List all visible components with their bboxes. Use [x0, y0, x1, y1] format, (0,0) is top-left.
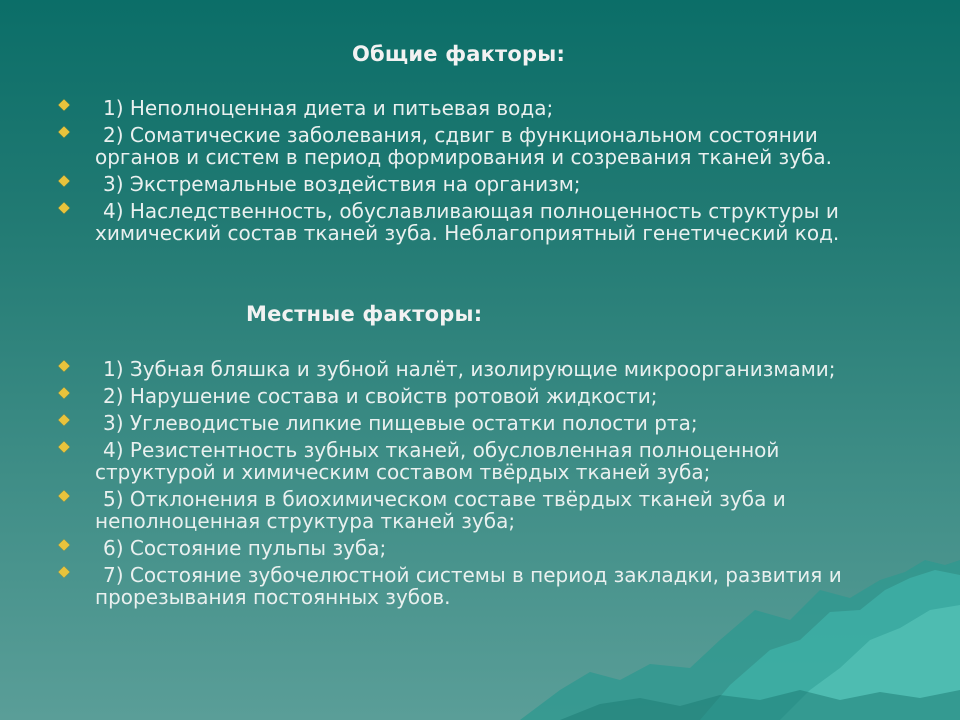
local-factors-list	[0, 358, 900, 613]
list-item: 1) Зубная бляшка и зубной налёт, изолирующие микроорганизмами;	[0, 358, 900, 380]
list-item: 1) Неполноценная диета и питьевая вода;	[0, 97, 900, 119]
diamond-bullet-icon	[58, 566, 69, 577]
list-item: 2) Нарушение состава и свойств ротовой жидкости;	[0, 385, 900, 407]
list-item: 3) Углеводистые липкие пищевые остатки полости рта;	[0, 412, 900, 434]
heading-local-factors: Местные факторы:	[246, 302, 483, 326]
diamond-bullet-icon	[58, 126, 69, 137]
diamond-bullet-icon	[58, 539, 69, 550]
list-item: 6) Состояние пульпы зуба;	[0, 537, 900, 559]
list-item: 2) Соматические заболевания, сдвиг в функциональном состоянии органов и систем в период формирования и созревания тканей зуба.	[0, 124, 900, 168]
diamond-bullet-icon	[58, 99, 69, 110]
list-item: 3) Экстремальные воздействия на организм;	[0, 173, 900, 195]
diamond-bullet-icon	[58, 360, 69, 371]
list-item: 7) Состояние зубочелюстной системы в период закладки, развития и прорезывания постоянных зубов.	[0, 564, 900, 608]
diamond-bullet-icon	[58, 490, 69, 501]
list-item: 4) Резистентность зубных тканей, обусловленная полноценной структурой и химическим составом твёрдых тканей зуба;	[0, 439, 900, 483]
heading-general-factors: Общие факторы:	[352, 42, 566, 66]
diamond-bullet-icon	[58, 202, 69, 213]
diamond-bullet-icon	[58, 387, 69, 398]
diamond-bullet-icon	[58, 414, 69, 425]
general-factors-list	[0, 97, 900, 249]
list-item: 4) Наследственность, обуславливающая полноценность структуры и химический состав тканей зуба. Неблагоприятный генетический код.	[0, 200, 900, 244]
list-item: 5) Отклонения в биохимическом составе твёрдых тканей зуба и неполноценная структура тканей зуба;	[0, 488, 900, 532]
diamond-bullet-icon	[58, 441, 69, 452]
diamond-bullet-icon	[58, 175, 69, 186]
